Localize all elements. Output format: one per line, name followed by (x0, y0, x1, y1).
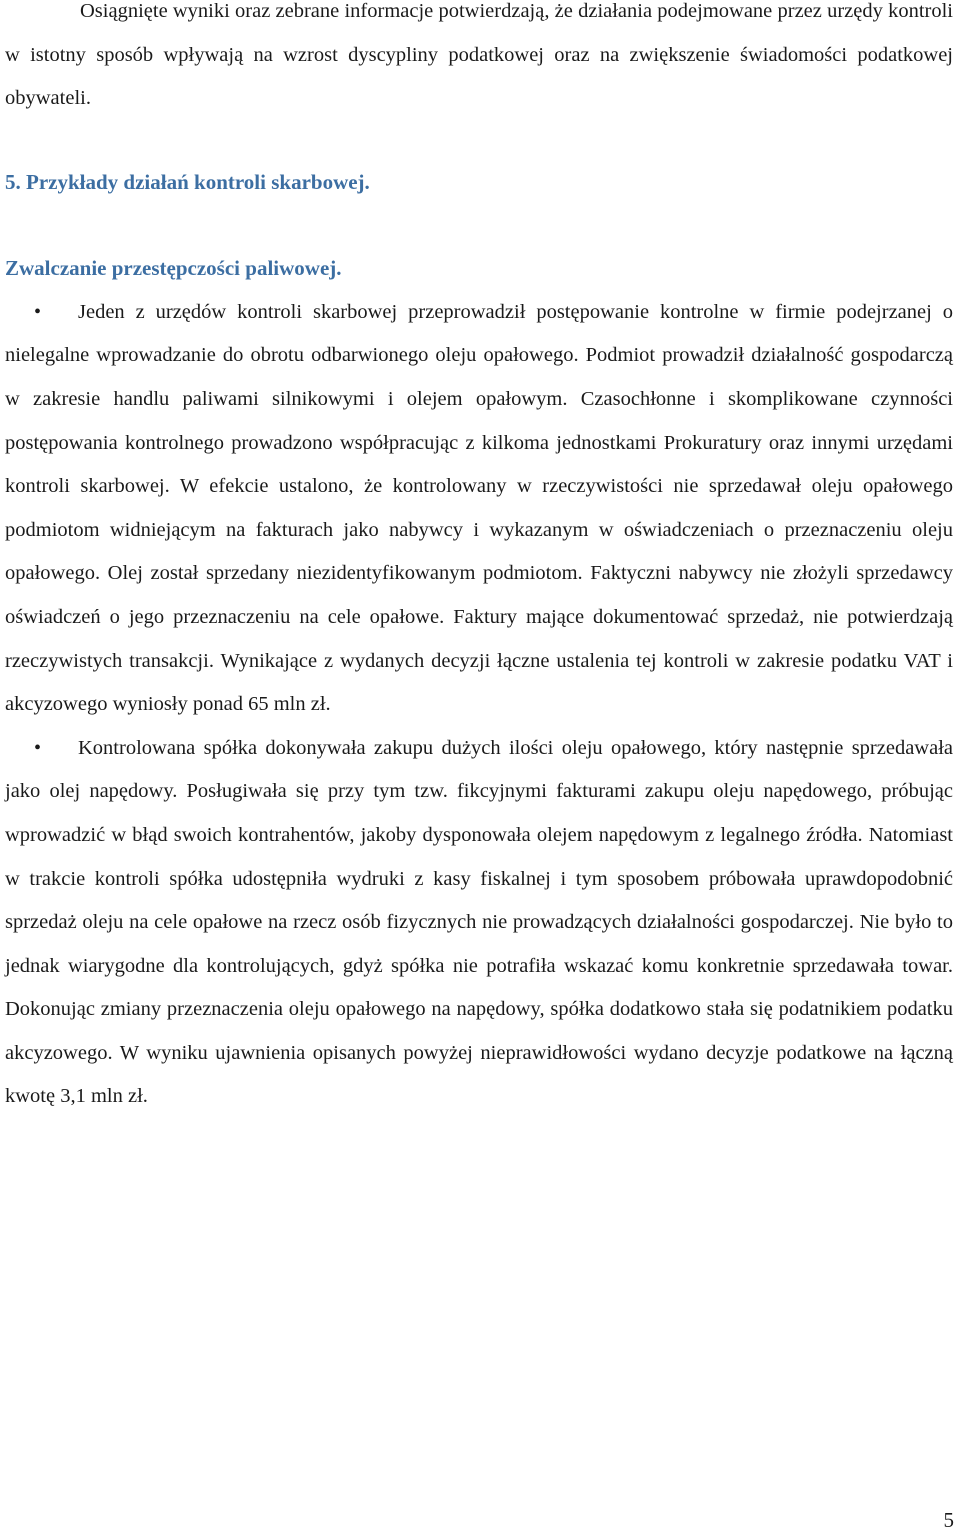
section-heading: 5. Przykłady działań kontroli skarbowej. (5, 169, 370, 194)
page-number: 5 (943, 1508, 954, 1532)
bullet-icon: • (34, 300, 42, 323)
subsection-heading: Zwalczanie przestępczości paliwowej. (5, 255, 342, 280)
bullet-paragraph-1: Jeden z urzędów kontroli skarbowej przeprowadził postępowanie kontrolne w firmie podejrzanej o nielegalne wprowadzanie do obrotu odbarwionego oleju opałowego. Podmiot prowadził działalność gospodarczą w zakresie handlu paliwami silnikowymi i olejem opałowym. Czasochłonne i skomplikowane czynności postępowania kontrolnego prowadzono współpracując z kilkoma jednostkami Prokuratury oraz innymi urzędami kontroli skarbowej. W efekcie ustalono, że kontrolowany w rzeczywistości nie sprzedawał oleju opałowego podmiotom widniejącym na fakturach jako nabywcy i wykazanym w oświadczeniach o przeznaczeniu oleju opałowego. Olej został sprzedany niezidentyfikowanym podmiotom. Faktyczni nabywcy nie złożyli sprzedawcy oświadczeń o jego przeznaczeniu na cele opałowe. Faktury mające dokumentować sprzedaż, nie potwierdzają rzeczywistych transakcji. Wynikające z wydanych decyzji łączne ustalenia tej kontroli w zakresie podatku VAT i akcyzowego wyniosły ponad 65 mln zł. (5, 300, 953, 716)
bullet-icon: • (34, 736, 42, 759)
bullet-paragraph-2: Kontrolowana spółka dokonywała zakupu dużych ilości oleju opałowego, który następnie sprzedawała jako olej napędowy. Posługiwała się przy tym tzw. fikcyjnymi fakturami zakupu oleju napędowego, próbując wprowadzić w błąd swoich kontrahentów, jakoby dysponowała olejem napędowym z legalnego źródła. Natomiast w trakcie kontroli spółka udostępniła wydruki z kasy fiskalnej i tym sposobem próbowała uprawdopodobnić sprzedaż oleju na cele opałowe na rzecz osób fizycznych nie prowadzących działalności gospodarczej. Nie było to jednak wiarygodne dla kontrolujących, gdyż spółka nie potrafiła wskazać komu konkretnie sprzedawała towar. Dokonując zmiany przeznaczenia oleju opałowego na napędowy, spółka dodatkowo stała się podatnikiem podatku akcyzowego. W wyniku ujawnienia opisanych powyżej nieprawidłowości wydano decyzje podatkowe na łączną kwotę 3,1 mln zł. (5, 736, 953, 1108)
document-page (5, 0, 953, 1119)
list-item (5, 727, 953, 1119)
list-item (5, 291, 953, 727)
intro-paragraph: Osiągnięte wyniki oraz zebrane informacje potwierdzają, że działania podejmowane przez urzędy kontroli w istotny sposób wpływają na wzrost dyscypliny podatkowej oraz na zwiększenie świadomości podatkowej obywateli. (5, 0, 953, 110)
